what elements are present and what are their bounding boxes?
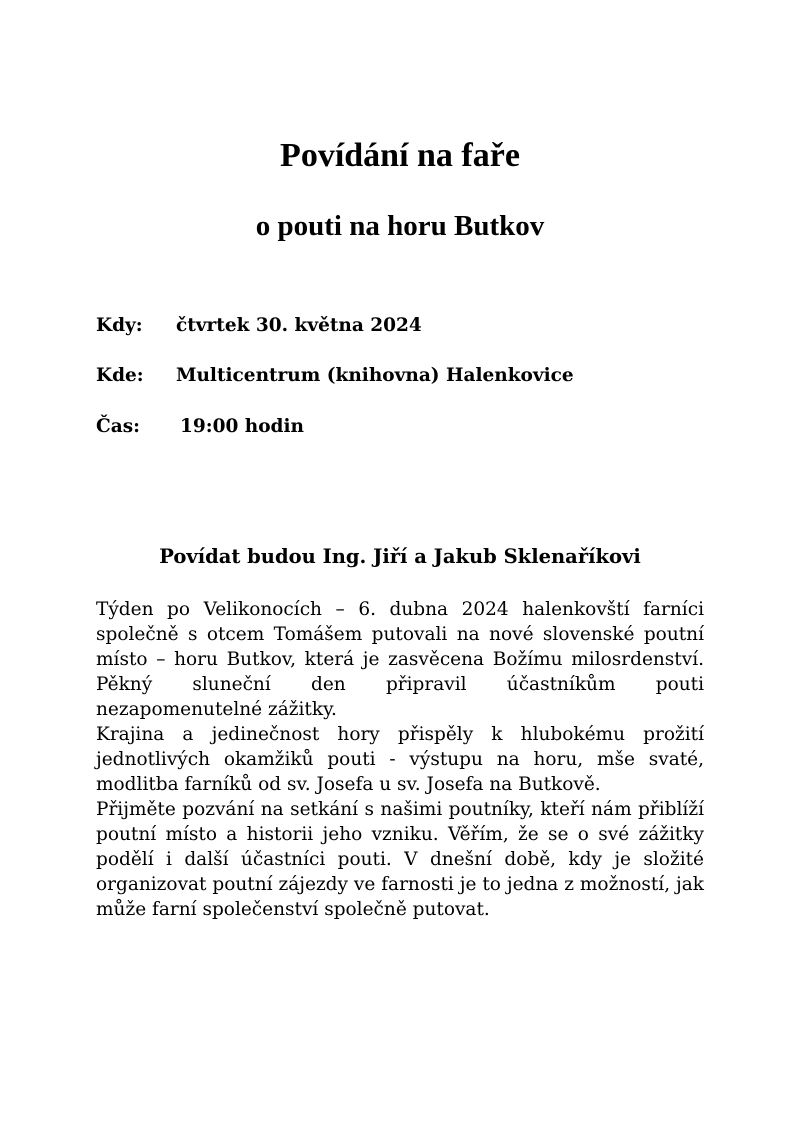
- description-paragraph: Přijměte pozvání na setkání s našimi poutníky, kteří nám přiblíží poutní místo a historii jeho vzniku. Věřím, že se o své zážitky podělí i další účastníci pouti. V dnešní době, kdy je složité organizovat poutní zájezdy ve farnosti je to jedna z možností, jak může farní společenství společně putovat.: [96, 799, 704, 920]
- event-place-value: Multicentrum (knihovna) Halenkovice: [176, 365, 574, 386]
- event-time-row: [96, 415, 304, 439]
- event-time-value: 19:00 hodin: [180, 416, 304, 437]
- speakers-heading: Povídat budou Ing. Jiří a Jakub Sklenaříkovi: [159, 545, 641, 568]
- description-paragraph: Týden po Velikonocích – 6. dubna 2024 halenkovští farníci společně s otcem Tomášem putovali na nové slovenské poutní místo – horu Butkov, která je zasvěcena Božímu milosrdenství. Pěkný sluneční den připravil účastníkům pouti nezapomenutelné zážitky.: [96, 599, 704, 720]
- event-description: [96, 597, 704, 922]
- poster-subtitle: o pouti na horu Butkov: [255, 210, 545, 242]
- event-date-row: [96, 314, 422, 338]
- event-date-label: Kdy:: [96, 315, 143, 336]
- event-time-label: Čas:: [96, 416, 140, 437]
- description-paragraph: Krajina a jedinečnost hory přispěly k hlubokému prožití jednotlivých okamžiků pouti - výstupu na horu, mše svaté, modlitba farníků od sv. Josefa u sv. Josefa na Butkově.: [96, 724, 704, 795]
- event-place-label: Kde:: [96, 365, 144, 386]
- event-place-row: [96, 364, 574, 388]
- poster-title: Povídání na faře: [280, 137, 520, 174]
- event-date-value: čtvrtek 30. května 2024: [176, 315, 422, 336]
